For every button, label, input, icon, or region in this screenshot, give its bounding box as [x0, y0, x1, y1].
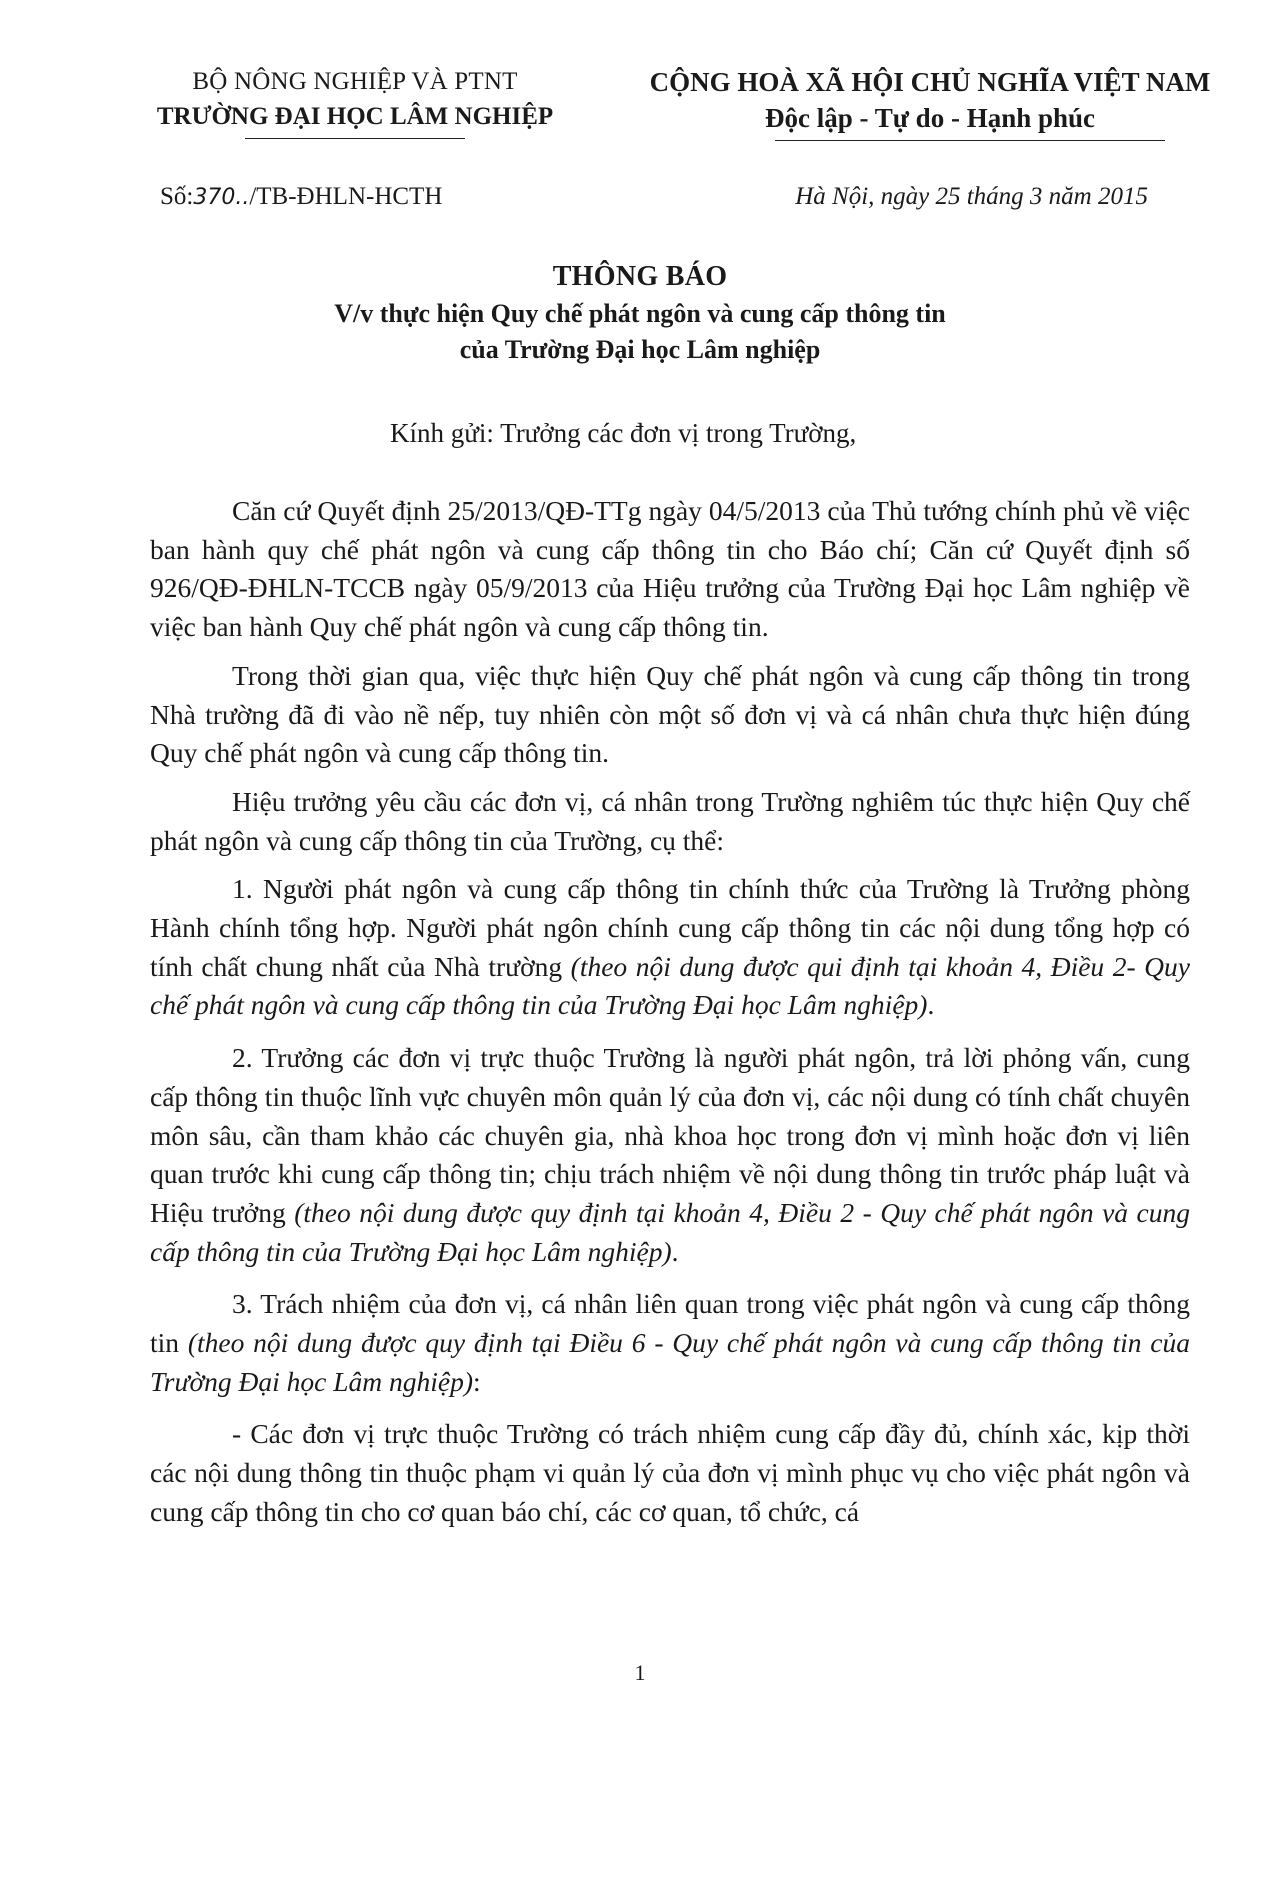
item-2-reference: (theo nội dung được quy định tại khoản 4, Điều 2 - Quy chế phát ngôn và cung cấp thông tin của Trường Đại học Lâm nghiệp)	[150, 1196, 1190, 1267]
place-date: Hà Nội, ngày 25 tháng 3 năm 2015	[795, 183, 1148, 210]
national-motto: Độc lập - Tự do - Hạnh phúc	[764, 103, 1096, 133]
country-name: CỘNG HOÀ XÃ HỘI CHỦ NGHĨA VIỆT NAM	[649, 67, 1211, 97]
page-number: 1	[634, 1660, 646, 1685]
item-3-text: 3. Trách nhiệm của đơn vị, cá nhân liên quan trong việc phát ngôn và cung cấp thông tin	[150, 1288, 1190, 1359]
motto-underline	[775, 140, 1165, 141]
item-2-end: .	[671, 1235, 679, 1267]
national-header	[610, 64, 1250, 141]
paragraph-situation: Trong thời gian qua, việc thực hiện Quy chế phát ngôn và cung cấp thông tin trong Nhà trường đã đi vào nề nếp, tuy nhiên còn một số đơn vị và cá nhân chưa thực hiện đúng Quy chế phát ngôn và cung cấp thông tin.	[150, 659, 1190, 769]
document-body	[150, 492, 1190, 1542]
title-block	[0, 258, 1280, 368]
item-3	[150, 1285, 1190, 1401]
item-1-text: 1. Người phát ngôn và cung cấp thông tin chính thức của Trường là Trưởng phòng Hành chính tổng hợp. Người phát ngôn chính cung cấp thông tin các nội dung tổng hợp có tính chất chung nhất của Nhà trường	[150, 873, 1190, 982]
issuer-header	[120, 64, 590, 139]
item-1-reference: (theo nội dung được qui định tại khoản 4, Điều 2- Quy chế phát ngôn và cung cấp thông tin của Trường Đại học Lâm nghiệp)	[150, 950, 1190, 1021]
paragraph-request: Hiệu trưởng yêu cầu các đơn vị, cá nhân trong Trường nghiêm túc thực hiện Quy chế phát ngôn và cung cấp thông tin của Trường, cụ thể:	[150, 785, 1190, 856]
issuer-underline	[245, 138, 465, 139]
item-3-end: :	[473, 1365, 481, 1397]
item-1-end: .	[927, 989, 935, 1021]
recipient: Kính gửi: Trưởng các đơn vị trong Trường,	[390, 418, 857, 448]
document-type: THÔNG BÁO	[552, 261, 728, 292]
bullet-1: - Các đơn vị trực thuộc Trường có trách nhiệm cung cấp đầy đủ, chính xác, kịp thời các nội dung thông tin thuộc phạm vi quản lý của đơn vị mình phục vụ cho việc phát ngôn và cung cấp thông tin cho cơ quan báo chí, các cơ quan, tổ chức, cá	[150, 1418, 1190, 1527]
subject-line-2: của Trường Đại học Lâm nghiệp	[459, 335, 821, 364]
item-1	[150, 870, 1190, 1025]
ministry-name: BỘ NÔNG NGHIỆP VÀ PTNT	[192, 68, 518, 95]
doc-number-suffix: /TB-ĐHLN-HCTH	[249, 183, 443, 210]
paragraph-legal-basis: Căn cứ Quyết định 25/2013/QĐ-TTg ngày 04/5/2013 của Thủ tướng chính phủ về việc ban hành quy chế phát ngôn và cung cấp thông tin cho Báo chí; Căn cứ Quyết định số 926/QĐ-ĐHLN-TCCB ngày 05/9/2013 của Hiệu trưởng của Trường Đại học Lâm nghiệp về việc ban hành Quy chế phát ngôn và cung cấp thông tin.	[150, 495, 1190, 643]
item-2	[150, 1039, 1190, 1271]
item-3-reference: (theo nội dung được quy định tại Điều 6 - Quy chế phát ngôn và cung cấp thông tin của Trường Đại học Lâm nghiệp)	[150, 1327, 1190, 1397]
school-name: TRƯỜNG ĐẠI HỌC LÂM NGHIỆP	[156, 103, 554, 130]
doc-number-handwritten: 370..	[193, 185, 250, 210]
doc-number-prefix: Số:	[160, 183, 194, 210]
document-number	[160, 183, 442, 211]
item-2-text: 2. Trưởng các đơn vị trực thuộc Trường là người phát ngôn, trả lời phỏng vấn, cung cấp thông tin thuộc lĩnh vực chuyên môn quản lý của đơn vị, các nội dung có tính chất chuyên môn sâu, cần tham khảo các chuyên gia, nhà khoa học trong đơn vị mình hoặc đơn vị liên quan trước khi cung cấp thông tin; chịu trách nhiệm về nội dung thông tin trước pháp luật và Hiệu trưởng	[150, 1042, 1190, 1228]
subject-line-1: V/v thực hiện Quy chế phát ngôn và cung cấp thông tin	[334, 299, 946, 328]
